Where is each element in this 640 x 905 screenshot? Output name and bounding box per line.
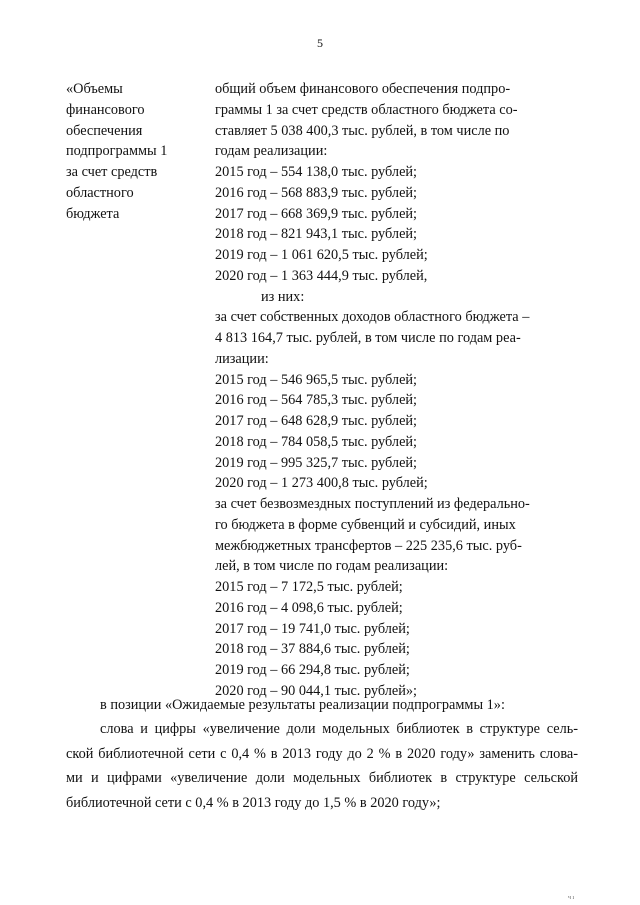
label-line: бюджета [66,205,120,222]
year-line: 2018 год – 784 058,5 тыс. рублей; [215,433,418,450]
text-line: лизации: [215,350,269,367]
label-line: обеспечения [66,122,143,139]
text-line: ставляет 5 038 400,3 тыс. рублей, в том числе по [215,122,510,139]
text-line: 4 813 164,7 тыс. рублей, в том числе по годам реа- [215,330,521,346]
year-line: 2019 год – 66 294,8 тыс. рублей; [215,662,410,678]
year-line: 2018 год – 37 884,6 тыс. рублей; [215,641,410,658]
year-line: 2020 год – 1 363 444,9 тыс. рублей, [215,267,428,284]
label-line: финансового [66,101,145,118]
paragraph-line: в позиции «Ожидаемые результаты реализации подпрограммы 1»: [100,697,505,713]
passport-label [66,79,206,224]
year-line: 2016 год – 4 098,6 тыс. рублей; [215,599,403,616]
label-line: «Объемы [66,81,123,97]
paragraph-line: библиотечной сети с 0,4 % в 2013 году до 1,5 % в 2020 году»; [66,794,441,811]
text-line: за счет собственных доходов областного бюджета – [215,309,530,326]
year-line: 2019 год – 1 061 620,5 тыс. рублей; [215,247,428,263]
year-line: 2016 год – 568 883,9 тыс. рублей; [215,184,418,201]
amendment-text [66,693,578,815]
year-line: 2015 год – 546 965,5 тыс. рублей; [215,371,418,388]
label-line: подпрограммы 1 [66,143,168,160]
page-number: 5 [317,36,323,50]
paragraph-line: слова и цифры «увеличение доли модельных библиотек в структуре сель- [100,721,578,738]
year-line: 2020 год – 1 273 400,8 тыс. рублей; [215,475,428,492]
text-line: го бюджета в форме субвенций и субсидий, иных [215,516,516,533]
text-line: годам реализации: [215,143,328,160]
text-line: лей, в том числе по годам реализации: [215,558,449,575]
year-line: 2018 год – 821 943,1 тыс. рублей; [215,226,418,243]
year-line: 2020 год – 90 044,1 тыс. рублей»; [215,682,418,699]
text-line: за счет безвозмездных поступлений из федерально- [215,496,530,512]
corner-marks: ч ı [568,895,575,901]
year-line: 2015 год – 7 172,5 тыс. рублей; [215,579,403,595]
passport-value [215,79,575,702]
label-line: областного [66,184,134,201]
year-line: 2019 год – 995 325,7 тыс. рублей; [215,454,418,471]
label-line: за счет средств [66,164,158,180]
text-line: межбюджетных трансфертов – 225 235,6 тыс. руб- [215,537,522,554]
paragraph-line: ской библиотечной сети с 0,4 % в 2013 году до 2 % в 2020 году» заменить слова- [66,745,578,762]
text-line: граммы 1 за счет средств областного бюджета со- [215,101,518,118]
year-line: 2016 год – 564 785,3 тыс. рублей; [215,392,418,409]
year-line: 2017 год – 648 628,9 тыс. рублей; [215,413,418,429]
year-line: 2015 год – 554 138,0 тыс. рублей; [215,164,418,180]
text-line: общий объем финансового обеспечения подпро- [215,81,511,97]
year-line: 2017 год – 668 369,9 тыс. рублей; [215,205,418,222]
text-line: из них: [261,288,305,305]
paragraph-line: ми и цифрами «увеличение доли модельных библиотек в структуре сельской [66,770,578,787]
year-line: 2017 год – 19 741,0 тыс. рублей; [215,620,410,637]
